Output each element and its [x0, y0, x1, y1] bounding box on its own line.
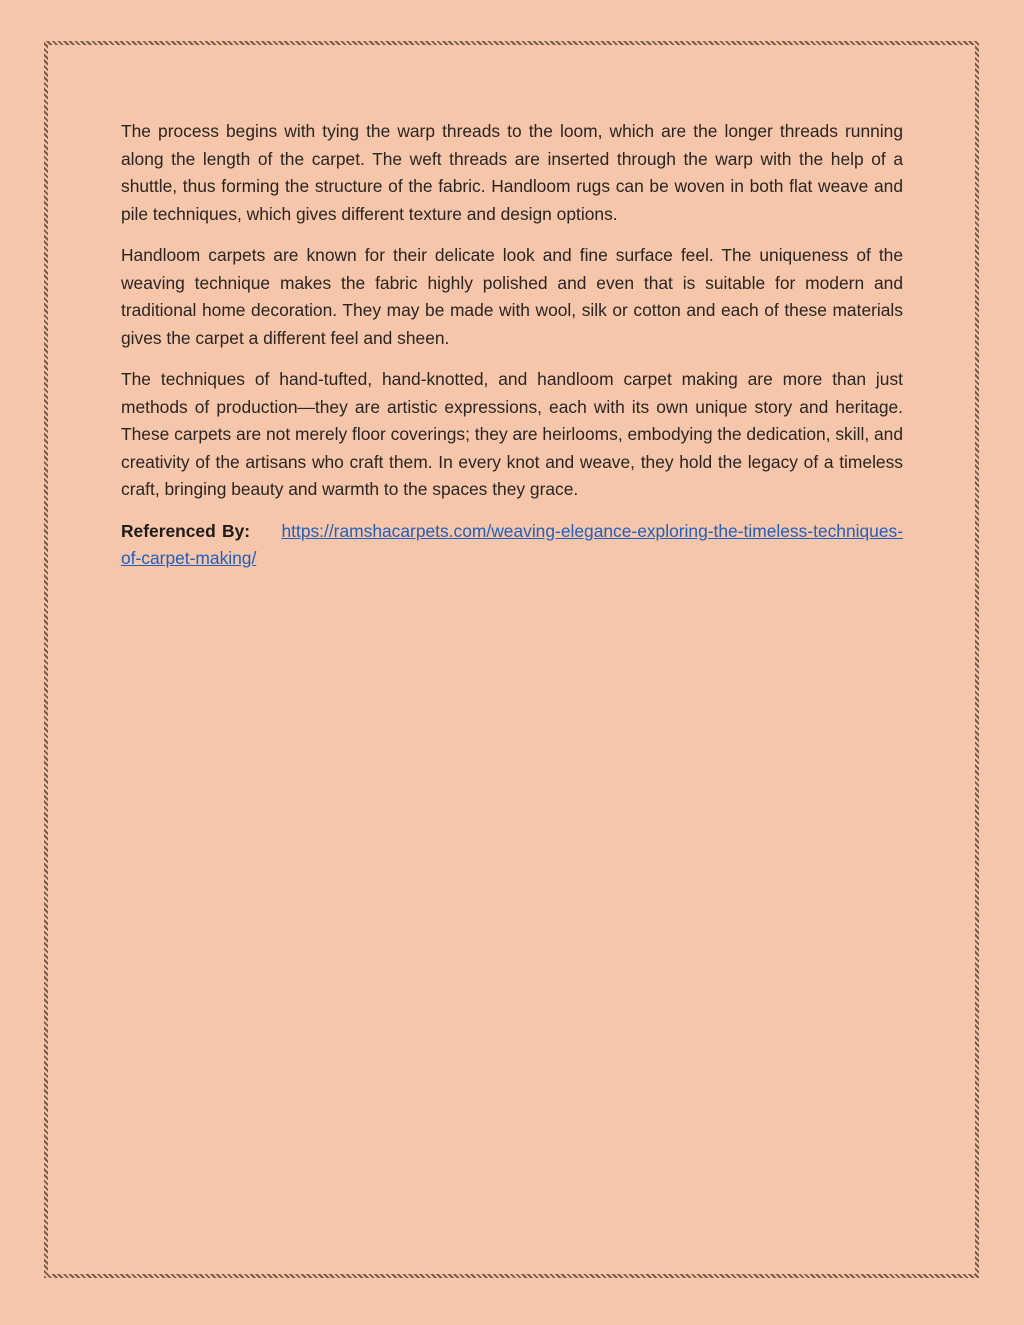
paragraph-handloom-carpets: Handloom carpets are known for their delicate look and fine surface feel. The uniqueness of the weaving technique makes the fabric highly polished and even that is suitable for modern and traditional home decoration. They may be made with wool, silk or cotton and each of these materials gives the carpet a different feel and sheen.	[121, 245, 903, 348]
paragraph-techniques-summary: The techniques of hand-tufted, hand-knotted, and handloom carpet making are more than just methods of production—they are artistic expressions, each with its own unique story and heritage. These carpets are not merely floor coverings; they are heirlooms, embodying the dedication, skill, and creativity of the artisans who craft them. In every knot and weave, they hold the legacy of a timeless craft, bringing beauty and warmth to the spaces they grace.	[121, 369, 904, 499]
reference-line	[121, 518, 903, 573]
reference-label: Referenced By:	[121, 520, 251, 541]
document-body	[121, 118, 903, 587]
reference-link[interactable]: https://ramshacarpets.com/weaving-elegance-exploring-the-timeless-techniques-of-carpet-making/	[121, 520, 904, 568]
paragraph-weaving-process: The process begins with tying the warp threads to the loom, which are the longer threads running along the length of the carpet. The weft threads are inserted through the warp with the help of a shuttle, thus forming the structure of the fabric. Handloom rugs can be woven in both flat weave and pile techniques, which gives different texture and design options.	[121, 121, 903, 224]
